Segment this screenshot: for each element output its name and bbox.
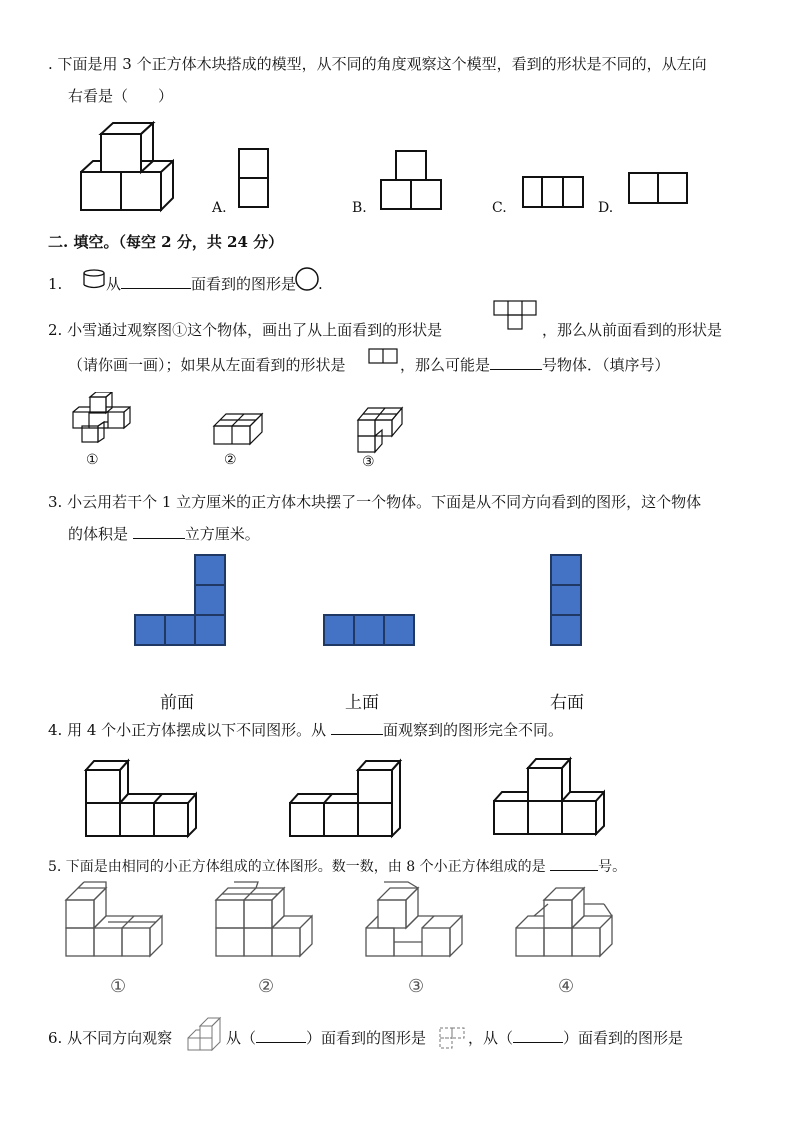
right-view-figure xyxy=(550,554,584,648)
q5-shape-3 xyxy=(364,880,476,962)
q2-line2b: ，那么可能是 号物体．（填序号） xyxy=(400,356,670,374)
q1-text: 从 面看到的图形是 xyxy=(106,275,297,293)
q6-answer-blank-1[interactable] xyxy=(256,1028,306,1043)
option-a-figure xyxy=(238,148,270,210)
top-view-figure xyxy=(323,614,417,648)
q3-answer-blank[interactable] xyxy=(133,524,185,539)
q6-view-shape-icon xyxy=(438,1026,468,1050)
q4-shape-1 xyxy=(82,758,204,840)
question-intro-line2: 右看是（ ） xyxy=(68,87,174,105)
q5-shape-4 xyxy=(514,880,626,962)
q1-answer-blank[interactable] xyxy=(121,274,191,289)
option-d-label: D. xyxy=(598,200,614,216)
q5-shape-2 xyxy=(214,880,326,962)
cylinder-icon xyxy=(82,268,106,290)
object-3-figure xyxy=(354,404,408,454)
q5-text: 5. 下面是由相同的小正方体组成的立体图形。数一数，由 8 个小正方体组成的是 号。 xyxy=(48,856,626,877)
q4-answer-blank[interactable] xyxy=(331,720,383,735)
caption-top: 上面 xyxy=(345,693,379,713)
q2-line1b: ，那么从前面看到的形状是 xyxy=(542,321,723,339)
object-2-label: ② xyxy=(224,452,237,468)
q2-line2a: （请你画一画）；如果从左面看到的形状是 xyxy=(68,356,346,374)
q4-text: 4. 用 4 个小正方体摆成以下不同图形。从 面观察到的图形完全不同。 xyxy=(48,721,563,739)
circle-icon xyxy=(294,266,320,292)
option-c-figure xyxy=(522,176,586,210)
caption-front: 前面 xyxy=(160,693,194,713)
q1-end: . xyxy=(318,275,323,293)
three-cube-model-figure xyxy=(78,120,178,215)
option-c-label: C. xyxy=(492,200,507,216)
q5-label-4: ④ xyxy=(558,976,575,997)
left-view-shape-icon xyxy=(368,348,400,366)
q6-text-b: 从（ ）面看到的图形是 xyxy=(226,1029,427,1047)
option-b-label: B. xyxy=(352,200,367,216)
question-intro-line1: . 下面是用 3 个正方体木块搭成的模型，从不同的角度观察这个模型，看到的形状是不同的，从左向 xyxy=(48,55,707,73)
option-b-figure xyxy=(380,150,444,212)
q6-answer-blank-2[interactable] xyxy=(513,1028,563,1043)
q5-shape-1 xyxy=(64,880,176,962)
q5-answer-blank[interactable] xyxy=(550,856,598,871)
front-view-figure xyxy=(134,553,228,647)
q3-line1: 3. 小云用若干个 1 立方厘米的正方体木块摆了一个物体。下面是从不同方向看到的图形，这个物体 xyxy=(48,493,702,511)
q6-text-a: 6. 从不同方向观察 xyxy=(48,1029,173,1047)
top-view-shape-icon xyxy=(493,300,539,332)
object-1-label: ① xyxy=(86,452,99,468)
option-d-figure xyxy=(628,172,690,206)
section-heading: 二. 填空。（每空 2 分，共 24 分） xyxy=(48,233,284,251)
object-1-figure xyxy=(68,392,142,448)
q4-shape-3 xyxy=(492,756,610,838)
q5-label-2: ② xyxy=(258,976,275,997)
q3-line2: 的体积是 立方厘米。 xyxy=(68,525,260,543)
q2-line1a: 2. 小雪通过观察图①这个物体，画出了从上面看到的形状是 xyxy=(48,321,443,339)
q5-label-3: ③ xyxy=(408,976,425,997)
object-2-figure xyxy=(212,408,270,450)
q4-shape-2 xyxy=(288,758,408,840)
q5-label-1: ① xyxy=(110,976,127,997)
q6-text-d: ，从（ ）面看到的图形是 xyxy=(468,1029,684,1047)
option-a-label: A. xyxy=(212,200,227,216)
object-3-label: ③ xyxy=(362,454,375,470)
q6-object-figure xyxy=(184,1014,226,1052)
q1-number: 1. xyxy=(48,275,63,293)
q2-answer-blank[interactable] xyxy=(490,355,542,370)
caption-right: 右面 xyxy=(550,693,584,713)
